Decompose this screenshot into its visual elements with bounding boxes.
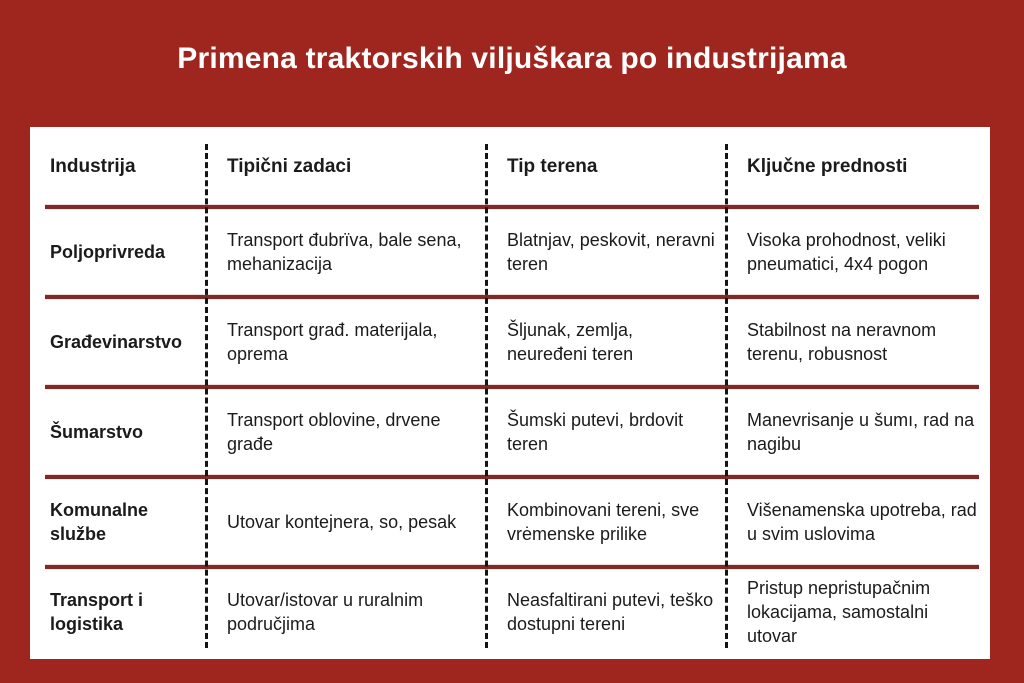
advantages-cell: Manevrisanje u šumı, rad na nagibu [747,409,975,454]
terrain-cell: Kombinovani tereni, sve vrėmenske prilike [507,499,700,544]
column-divider [725,144,728,648]
page-title: Primena traktorskih viljuškara po industrijama [177,42,847,75]
terrain-cell: Neasfaltirani putevi, teško dostupni tereni [507,589,714,634]
column-header-kljucne-prednosti: Ključne prednosti [747,156,908,178]
column-divider [205,144,208,648]
terrain-cell: Šumski putevi, brdovit teren [507,409,684,454]
column-divider [485,144,488,648]
row-separator [45,565,979,569]
table-header-row [30,127,990,207]
industry-cell: Transport i logistika [50,589,144,634]
industry-table [30,127,990,659]
row-separator [45,475,979,479]
tasks-cell: Utovar/istovar u ruralnim područjima [227,589,424,634]
terrain-cell: Šljunak, zemlja, neuređeni teren [507,319,634,364]
table-row-transport-logistika [30,567,990,657]
table-row-poljoprivreda [30,207,990,297]
industry-cell: Šumarstvo [50,421,144,442]
industry-cell: Poljoprivreda [50,241,166,262]
industry-cell: Građevinarstvo [50,331,183,352]
industry-cell: Komunalne službe [50,499,149,544]
column-header-tipicni-zadaci: Tipični zadaci [227,156,352,178]
table-row-komunalne-sluzbe [30,477,990,567]
tasks-cell: Transport đubrïva, bale sena, mehanizacija [227,229,462,274]
row-separator [45,385,979,389]
table-row-gradjevinarstvo [30,297,990,387]
column-header-industrija: Industrija [50,156,136,178]
column-header-tip-terena: Tip terena [507,156,598,178]
tasks-cell: Transport građ. materijala, oprema [227,319,438,364]
advantages-cell: Stabilnost na neravnom terenu, robusnost [747,319,937,364]
advantages-cell: Višenamenska upotreba, rad u svim uslovima [747,499,977,544]
tasks-cell: Utovar kontejnera, so, pesak [227,511,457,532]
row-separator [45,205,979,209]
advantages-cell: Pristup nepristupačnim lokacijama, samostalni utovar [747,577,931,647]
advantages-cell: Visoka prohodnost, veliki pneumatici, 4x4 pogon [747,229,946,274]
tasks-cell: Transport oblovine, drvene građe [227,409,441,454]
terrain-cell: Blatnjav, peskovit, neravni teren [507,229,715,274]
table-row-sumarstvo [30,387,990,477]
row-separator [45,295,979,299]
